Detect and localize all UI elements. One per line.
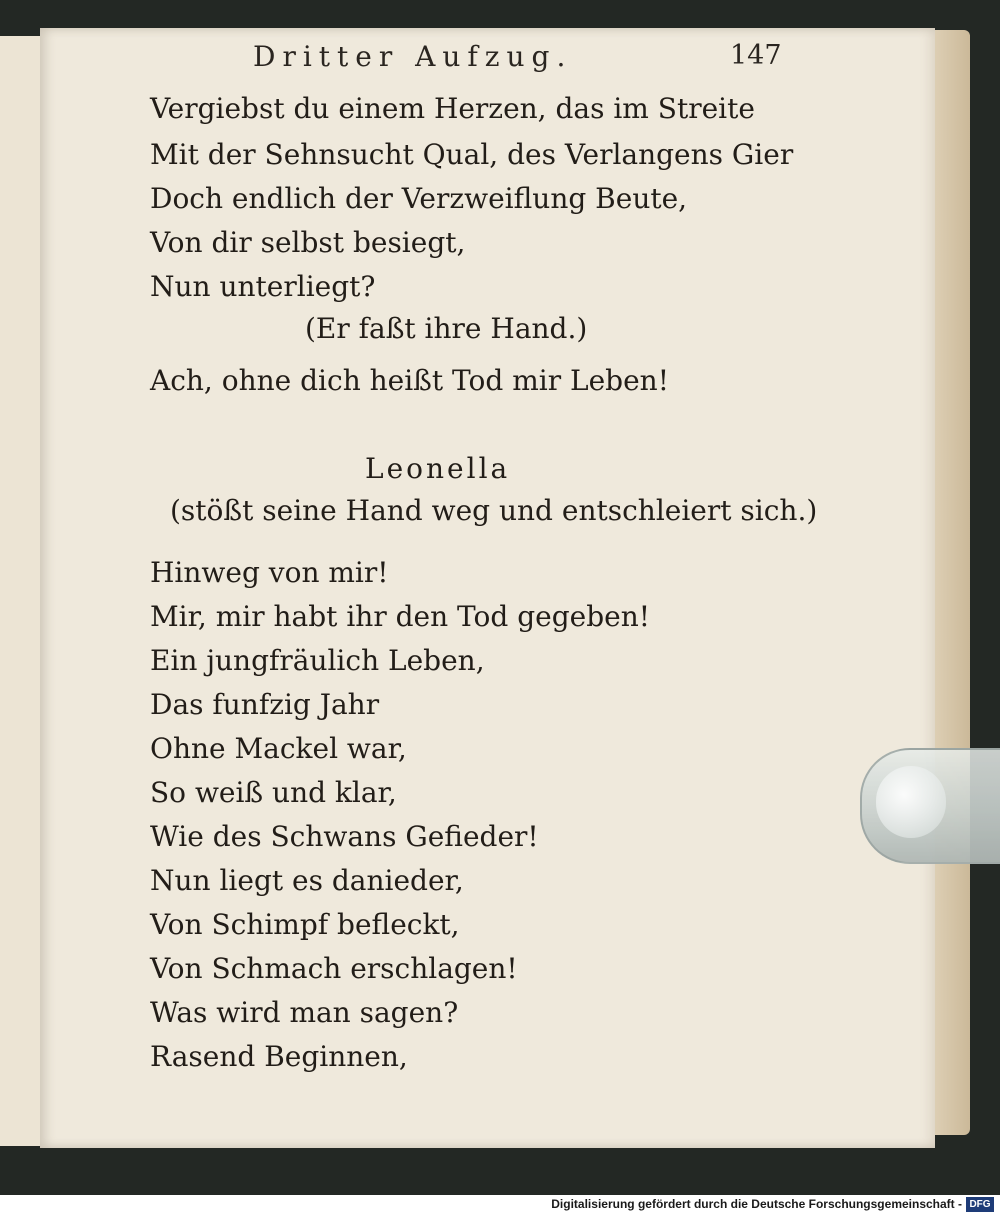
verse-line: Was wird man sagen? — [150, 996, 459, 1029]
verse-line: Von dir selbst besiegt, — [150, 226, 466, 259]
verse-line: Hinweg von mir! — [150, 556, 389, 589]
book-page — [40, 28, 935, 1148]
stage-direction: (Er faßt ihre Hand.) — [305, 312, 588, 345]
verse-line: Vergiebst du einem Herzen, das im Streite — [150, 92, 755, 125]
verse-line: Von Schmach erschlagen! — [150, 952, 518, 985]
verse-line: So weiß und klar, — [150, 776, 397, 809]
footer-bar — [0, 1195, 1000, 1215]
verse-line: Nun liegt es danieder, — [150, 864, 464, 897]
speaker-name: Leonella — [365, 452, 511, 485]
verse-line: Das funfzig Jahr — [150, 688, 380, 721]
running-head-title: Dritter Aufzug. — [253, 40, 573, 73]
funding-credit: Digitalisierung gefördert durch die Deutsche Forschungsgemeinschaft - — [551, 1197, 962, 1211]
verse-text — [40, 28, 935, 1148]
verse-line: Rasend Beginnen, — [150, 1040, 408, 1073]
verse-line: Mir, mir habt ihr den Tod gegeben! — [150, 600, 650, 633]
page-number: 147 — [730, 40, 782, 71]
facing-page-edge — [0, 36, 42, 1146]
verse-line: Doch endlich der Verzweiflung Beute, — [150, 182, 688, 215]
verse-line: Ohne Mackel war, — [150, 732, 407, 765]
page-clip — [860, 748, 1000, 864]
verse-line: Mit der Sehnsucht Qual, des Verlangens Gier — [150, 138, 794, 171]
stage-direction: (stößt seine Hand weg und entschleiert sich.) — [170, 494, 818, 527]
verse-line: Ein jungfräulich Leben, — [150, 644, 485, 677]
dfg-logo: DFG — [966, 1197, 994, 1212]
verse-line: Von Schimpf befleckt, — [150, 908, 460, 941]
verse-line: Wie des Schwans Gefieder! — [150, 820, 539, 853]
verse-line: Ach, ohne dich heißt Tod mir Leben! — [150, 364, 669, 397]
page-clip-lens — [876, 766, 946, 838]
verse-line: Nun unterliegt? — [150, 270, 376, 303]
